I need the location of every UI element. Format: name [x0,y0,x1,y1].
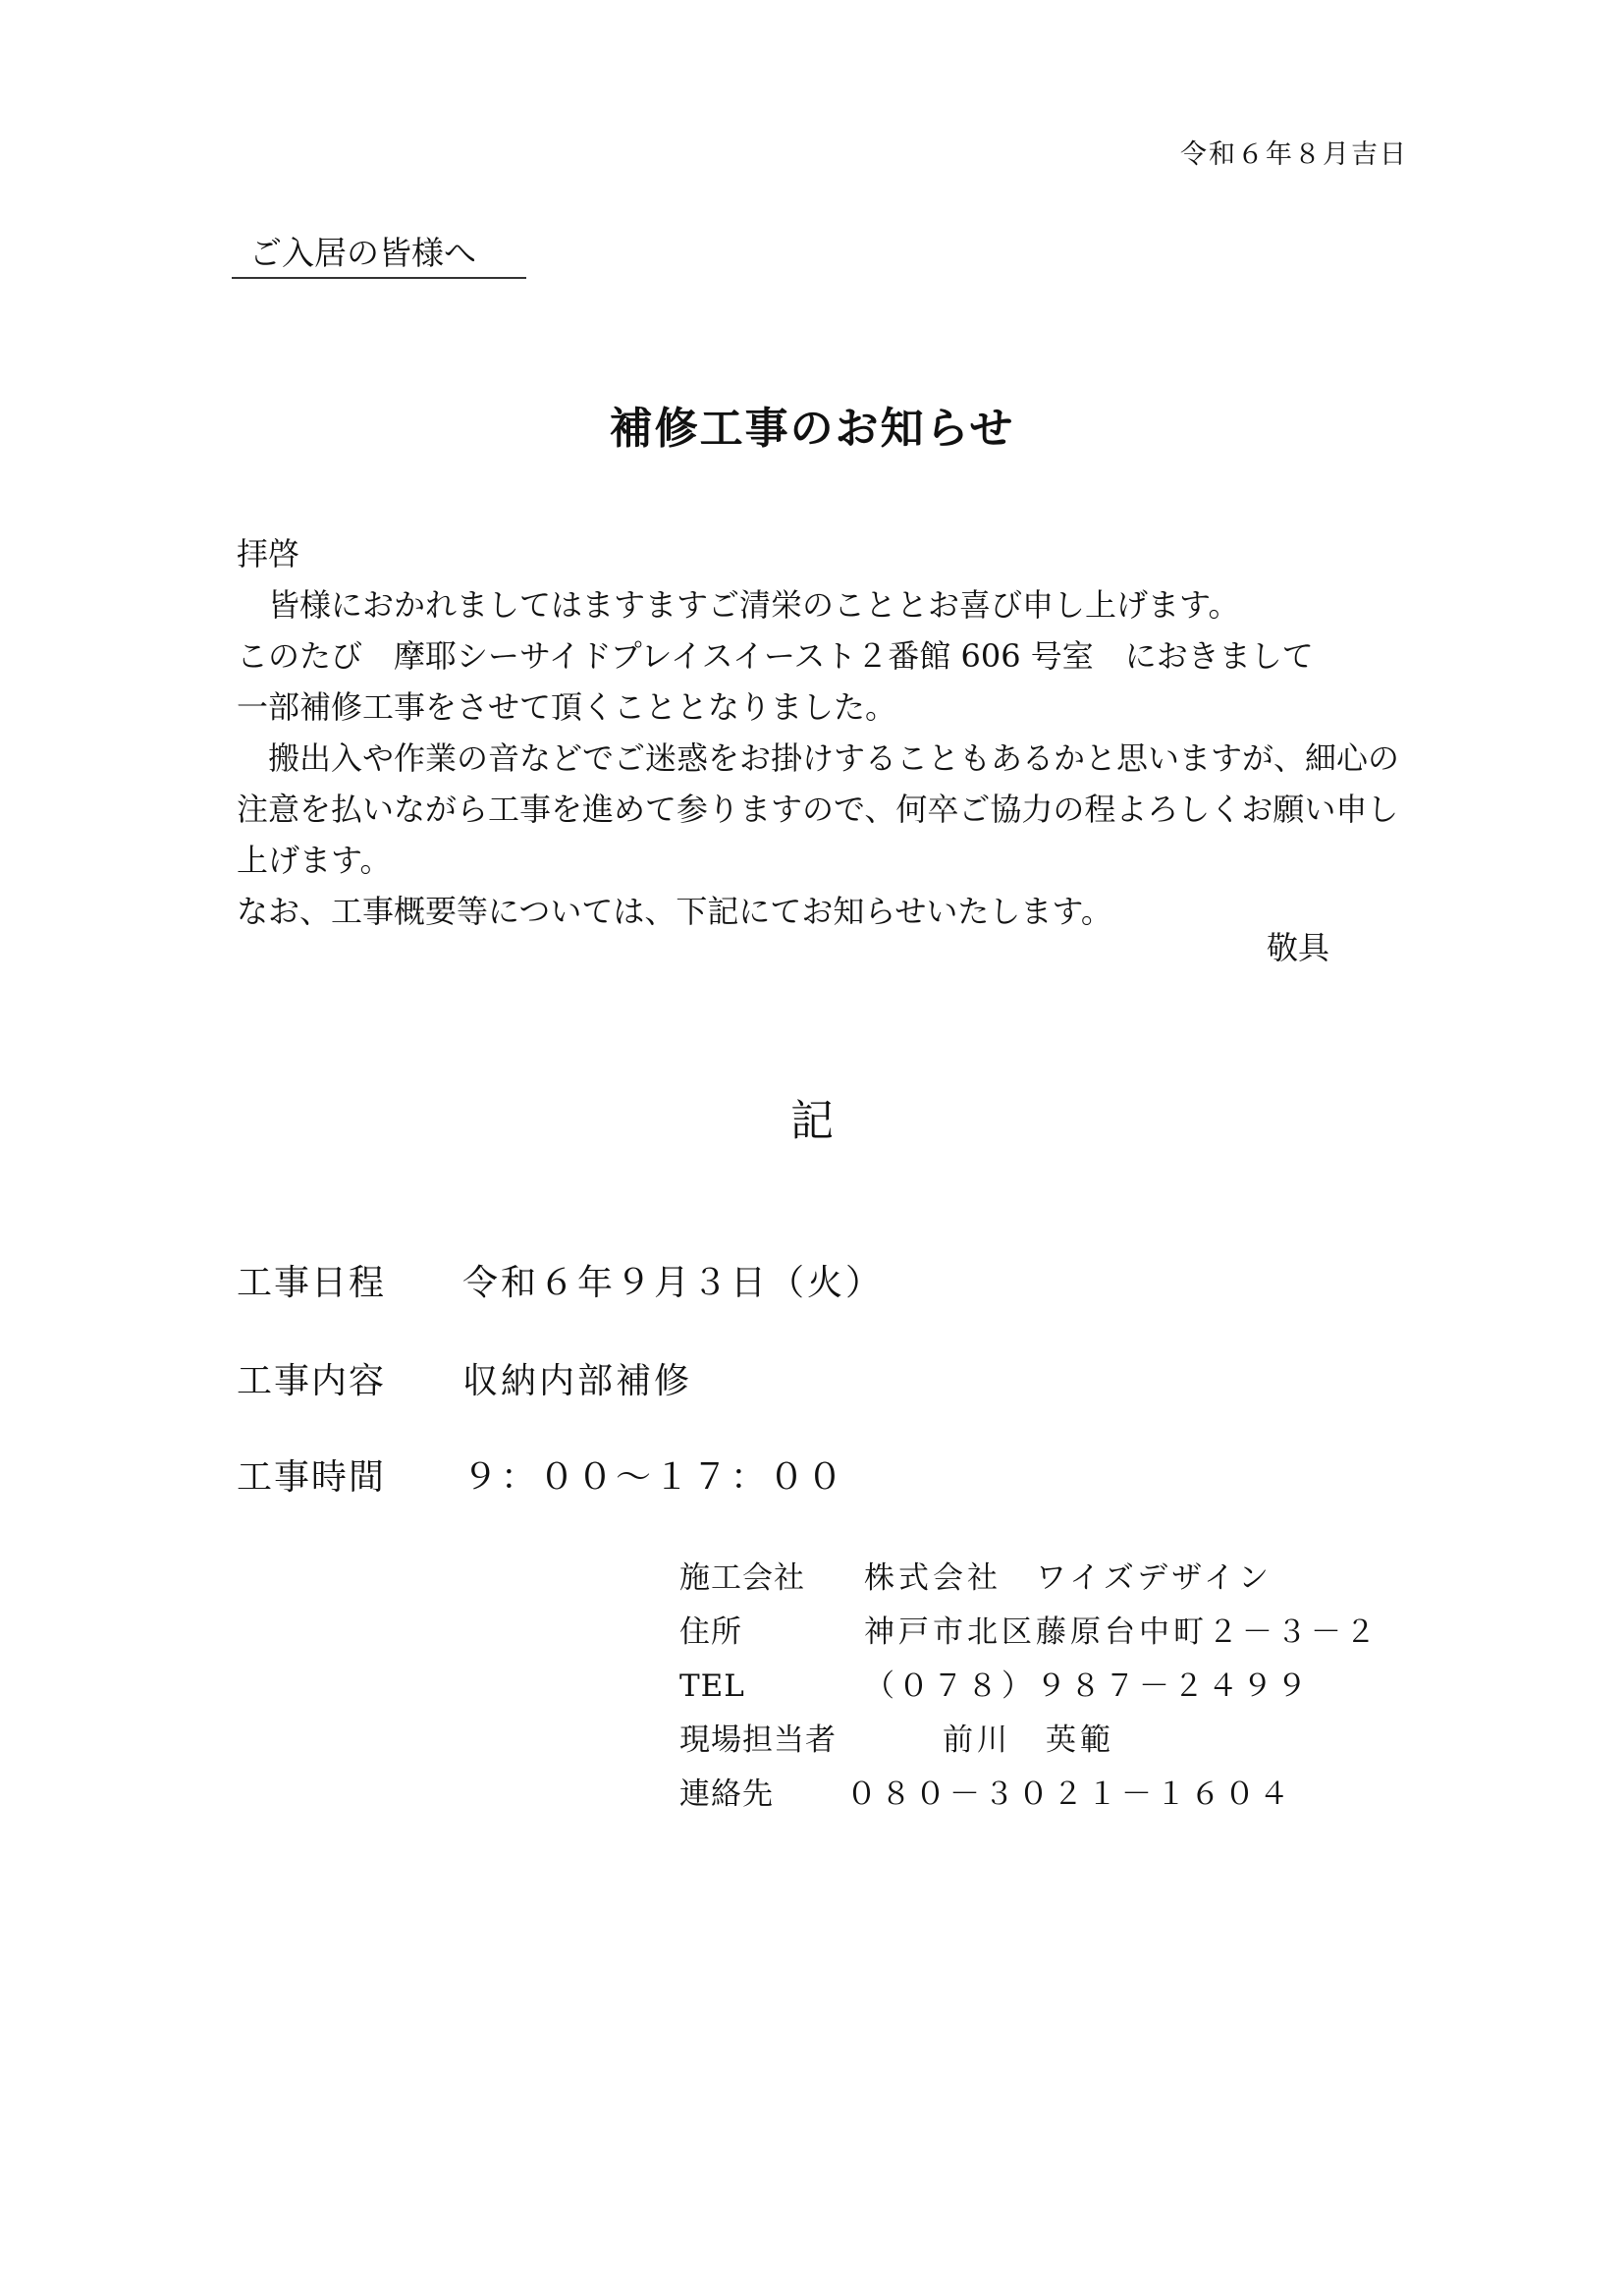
ki-heading: 記 [790,1096,834,1146]
body-line: このたび 摩耶シーサイドプレイスイースト２番館 606 号室 におきまして [237,637,1314,675]
company-row [679,1660,1380,1714]
document-title: 補修工事のお知らせ [609,404,1015,454]
company-label: 現場担当者 [679,1722,837,1758]
company-value: 前川 英範 [943,1722,1114,1758]
company-value: 神戸市北区藤原台中町２－３－２ [864,1614,1380,1650]
company-label: 住所 [679,1614,742,1650]
detail-value: ９：００～１７：００ [462,1457,846,1498]
detail-label: 工事日程 [237,1263,387,1303]
body-line: なお、工事概要等については、下記にてお知らせいたします。 [237,893,1112,930]
detail-row-schedule [237,1255,884,1305]
detail-value: 収納内部補修 [462,1361,693,1401]
body-line: 一部補修工事をさせて頂くこととなりました。 [237,688,897,726]
company-label: 連絡先 [679,1777,774,1812]
detail-value: 令和６年９月３日（火） [462,1263,885,1303]
body-line: 皆様におかれましてはますますご清栄のこととお喜び申し上げます。 [237,586,1240,624]
recipient-line: ご入居の皆様へ [232,228,526,279]
company-row [679,1552,1380,1606]
company-row [679,1714,1380,1768]
company-row [679,1768,1380,1822]
document-date: 令和６年８月吉日 [1180,139,1408,170]
company-row [679,1606,1380,1660]
company-label: 施工会社 [679,1560,805,1596]
company-info [679,1552,1380,1822]
closing-keigu: 敬具 [1267,929,1330,966]
detail-label: 工事内容 [237,1361,387,1401]
company-value: 株式会社 ワイズデザイン [864,1560,1272,1596]
body-line: 搬出入や作業の音などでご迷惑をお掛けすることもあるかと思いますが、細心の [237,739,1400,777]
detail-row-content [237,1353,692,1403]
company-value: ０８０－３０２１－１６０４ [846,1777,1293,1812]
detail-row-hours [237,1449,845,1500]
greeting: 拝啓 [237,535,300,573]
letter-body [237,528,1444,937]
company-value: （０７８）９８７－２４９９ [864,1668,1311,1704]
detail-label: 工事時間 [237,1457,387,1498]
body-line: 上げます。 [237,842,392,879]
company-label: TEL [679,1668,745,1704]
body-line: 注意を払いながら工事を進めて参りますので、何卒ご協力の程よろしくお願い申し [237,791,1399,828]
